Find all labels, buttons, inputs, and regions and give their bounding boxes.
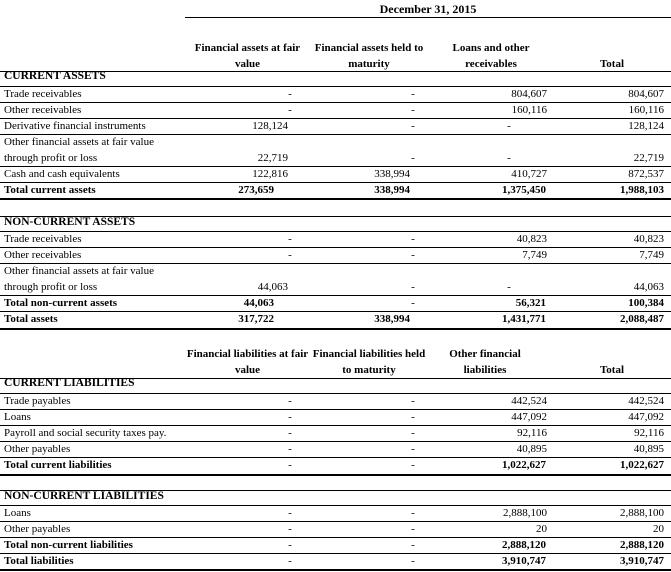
divider [0, 263, 671, 264]
cell-total: 40,895 [633, 443, 664, 455]
cell-fair-value: 44,063 [257, 281, 288, 293]
cell-loans: - [507, 281, 511, 293]
row-label-total: Total non-current liabilities [4, 539, 133, 551]
cell-held-to-maturity: 338,994 [374, 168, 410, 180]
cell-other: 442,524 [511, 395, 547, 407]
divider [0, 216, 671, 217]
divider [0, 521, 671, 522]
divider [0, 182, 671, 183]
cell-loans: 804,607 [511, 88, 547, 100]
cell-loans: 7,749 [522, 249, 547, 261]
cell-total: 804,607 [628, 88, 664, 100]
row-label: through profit or loss [4, 152, 98, 164]
divider [0, 425, 671, 426]
cell-total: 92,116 [634, 427, 664, 439]
divider [0, 553, 671, 554]
cell-fair-value: - [288, 411, 292, 423]
cell-total: 22,719 [633, 152, 664, 164]
cell-total: 2,888,120 [620, 539, 664, 551]
cell-held-to-maturity: - [411, 249, 415, 261]
row-label: Trade receivables [4, 88, 82, 100]
cell-other: 1,022,627 [502, 459, 546, 471]
cell-held-to-maturity: - [411, 152, 415, 164]
cell-held-to-maturity: - [411, 395, 415, 407]
divider [0, 311, 671, 312]
row-label: Cash and cash equivalents [4, 168, 120, 180]
cell-fair-value: - [288, 555, 292, 567]
cell-loans: 160,116 [511, 104, 547, 116]
cell-loans: 56,321 [515, 297, 546, 309]
cell-held-to-maturity: - [411, 233, 415, 245]
row-label: Other receivables [4, 249, 82, 261]
row-label: Payroll and social security taxes pay. [4, 427, 167, 439]
row-label: Derivative financial instruments [4, 120, 146, 132]
cell-total: 20 [653, 523, 664, 535]
cell-loans: 1,375,450 [502, 184, 546, 196]
cell-fair-value: - [288, 427, 292, 439]
row-label: Other payables [4, 443, 71, 455]
cell-total: 442,524 [628, 395, 664, 407]
cell-total: 128,124 [628, 120, 664, 132]
cell-loans: 40,823 [516, 233, 547, 245]
row-label-total: Total non-current assets [4, 297, 118, 309]
section-current-assets: CURRENT ASSETS [4, 70, 106, 82]
cell-other: 92,116 [517, 427, 547, 439]
cell-fair-value: - [288, 523, 292, 535]
cell-total: 44,063 [633, 281, 664, 293]
row-label: Other payables [4, 523, 71, 535]
divider [0, 231, 671, 232]
cell-fair-value: - [288, 507, 292, 519]
row-label-total: Total assets [4, 313, 58, 325]
cell-held-to-maturity: - [411, 555, 415, 567]
divider [0, 118, 671, 119]
divider [0, 457, 671, 458]
cell-held-to-maturity: - [411, 120, 415, 132]
cell-fair-value: - [288, 539, 292, 551]
divider [0, 134, 671, 135]
row-label: Other receivables [4, 104, 82, 116]
cell-fair-value: - [288, 233, 292, 245]
cell-total: 2,888,100 [620, 507, 664, 519]
cell-total: 3,910,747 [620, 555, 664, 567]
col-header-held-to-maturity-assets: Financial assets held to maturity [314, 42, 424, 70]
cell-other: 2,888,120 [502, 539, 546, 551]
cell-total: 160,116 [628, 104, 664, 116]
row-label: Loans [4, 411, 31, 423]
divider [0, 247, 671, 248]
cell-total: 1,022,627 [620, 459, 664, 471]
cell-held-to-maturity: - [411, 443, 415, 455]
cell-fair-value: 317,722 [238, 313, 274, 325]
divider [0, 441, 671, 442]
statement-date: December 31, 2015 [379, 2, 477, 16]
cell-total: 100,384 [628, 297, 664, 309]
section-current-liabilities: CURRENT LIABILITIES [4, 377, 135, 389]
divider [0, 328, 671, 330]
row-label: Loans [4, 507, 31, 519]
col-header-fair-value-assets: Financial assets at fair value [194, 42, 301, 70]
divider [0, 474, 671, 476]
cell-held-to-maturity: - [411, 539, 415, 551]
divider [0, 71, 671, 72]
col-header-loans-receivables: Loans and other receivables [452, 42, 530, 70]
cell-fair-value: - [288, 104, 292, 116]
cell-held-to-maturity: - [411, 411, 415, 423]
divider [0, 102, 671, 103]
section-non-current-liabilities: NON-CURRENT LIABILITIES [4, 490, 164, 502]
cell-total: 872,537 [628, 168, 664, 180]
row-label: Trade payables [4, 395, 71, 407]
cell-fair-value: - [288, 88, 292, 100]
cell-held-to-maturity: - [411, 104, 415, 116]
col-header-other-financial-liabilities: Other financial liabilities [449, 348, 521, 376]
cell-held-to-maturity: - [411, 507, 415, 519]
cell-fair-value: - [288, 443, 292, 455]
divider [0, 569, 671, 571]
divider [0, 198, 671, 200]
cell-held-to-maturity: - [411, 523, 415, 535]
cell-other: 40,895 [516, 443, 547, 455]
cell-total: 1,988,103 [620, 184, 664, 196]
cell-held-to-maturity: 338,994 [374, 184, 410, 196]
date-underline [185, 17, 671, 18]
row-label-total: Total current assets [4, 184, 96, 196]
cell-loans: - [507, 120, 511, 132]
cell-fair-value: 273,659 [238, 184, 274, 196]
row-label: through profit or loss [4, 281, 98, 293]
cell-held-to-maturity: - [411, 88, 415, 100]
cell-fair-value: 122,816 [252, 168, 288, 180]
cell-loans: - [507, 152, 511, 164]
cell-other: 3,910,747 [502, 555, 546, 567]
cell-fair-value: - [288, 459, 292, 471]
divider [0, 393, 671, 394]
section-non-current-assets: NON-CURRENT ASSETS [4, 216, 136, 228]
divider [0, 166, 671, 167]
cell-held-to-maturity: - [411, 281, 415, 293]
divider [0, 409, 671, 410]
row-label-total: Total liabilities [4, 555, 74, 567]
col-header-total-assets: Total [599, 58, 625, 70]
row-label-total: Total current liabilities [4, 459, 112, 471]
cell-held-to-maturity: - [411, 459, 415, 471]
col-header-total-liabilities: Total [599, 364, 625, 376]
cell-held-to-maturity: - [411, 297, 415, 309]
cell-fair-value: - [288, 249, 292, 261]
col-header-fair-value-liabilities: Financial liabilities at fair value [186, 348, 309, 376]
divider [0, 86, 671, 87]
cell-total: 7,749 [639, 249, 664, 261]
col-header-held-to-maturity-liabilities: Financial liabilities held to maturity [312, 348, 426, 376]
cell-other: 20 [536, 523, 547, 535]
cell-held-to-maturity: 338,994 [374, 313, 410, 325]
row-label: Other financial assets at fair value [4, 265, 154, 277]
cell-total: 2,088,487 [620, 313, 664, 325]
row-label: Other financial assets at fair value [4, 136, 154, 148]
cell-held-to-maturity: - [411, 427, 415, 439]
cell-loans: 410,727 [511, 168, 547, 180]
cell-fair-value: - [288, 395, 292, 407]
cell-other: 447,092 [511, 411, 547, 423]
cell-total: 447,092 [628, 411, 664, 423]
divider [0, 505, 671, 506]
divider [0, 490, 671, 491]
cell-total: 40,823 [633, 233, 664, 245]
cell-other: 2,888,100 [503, 507, 547, 519]
divider [0, 537, 671, 538]
cell-fair-value: 44,063 [243, 297, 274, 309]
cell-fair-value: 22,719 [257, 152, 288, 164]
cell-fair-value: 128,124 [252, 120, 288, 132]
row-label: Trade receivables [4, 233, 82, 245]
cell-loans: 1,431,771 [502, 313, 546, 325]
divider [0, 295, 671, 296]
divider [0, 378, 671, 379]
